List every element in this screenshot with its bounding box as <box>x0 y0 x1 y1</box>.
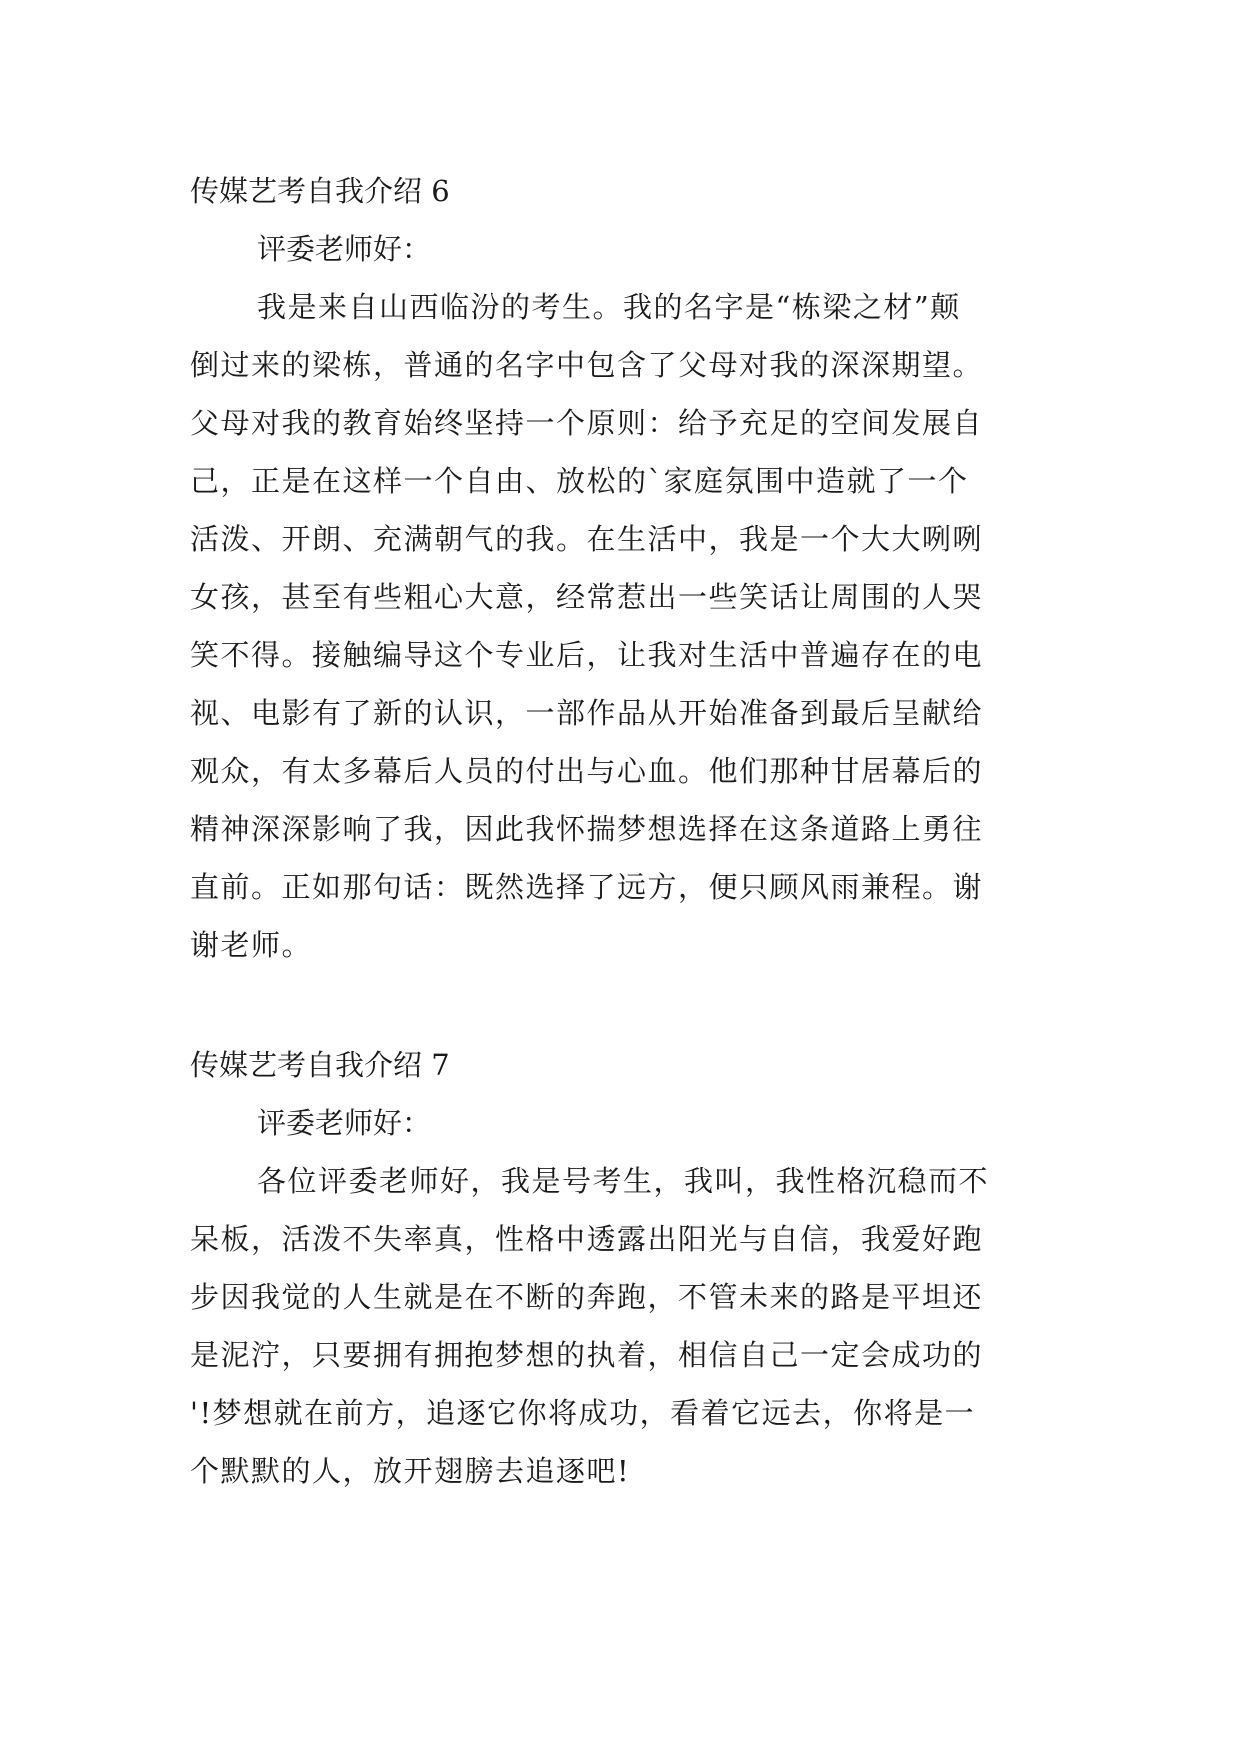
body-paragraph <box>190 278 1060 974</box>
greeting: 评委老师好： <box>257 232 432 266</box>
intro-section-6 <box>190 162 1060 974</box>
text-line: 女孩，甚至有些粗心大意，经常惹出一些笑话让周围的人哭 <box>190 580 984 614</box>
section-title: 传媒艺考自我介绍 6 <box>190 174 450 208</box>
text-line: 我是来自山西临汾的考生。我的名字是“栋梁之材”颠 <box>257 290 961 324</box>
text-line: 各位评委老师好，我是号考生，我叫，我性格沉稳而不 <box>257 1164 990 1198</box>
intro-section-7 <box>190 1036 1060 1500</box>
text-line: 步因我觉的人生就是在不断的奔跑，不管未来的路是平坦还 <box>190 1280 984 1314</box>
text-line: 是泥泞，只要拥有拥抱梦想的执着，相信自己一定会成功的 <box>190 1338 984 1372</box>
text-line: 倒过来的梁栋，普通的名字中包含了父母对我的深深期望。 <box>190 348 984 382</box>
text-line: 精神深深影响了我，因此我怀揣梦想选择在这条道路上勇往 <box>190 812 984 846</box>
body-paragraph <box>190 1152 1060 1500</box>
greeting: 评委老师好： <box>257 1106 432 1140</box>
text-line: 视、电影有了新的认识，一部作品从开始准备到最后呈献给 <box>190 696 984 730</box>
text-line: 父母对我的教育始终坚持一个原则：给予充足的空间发展自 <box>190 406 984 440</box>
text-line: 呆板，活泼不失率真，性格中透露出阳光与自信，我爱好跑 <box>190 1222 984 1256</box>
text-line: 谢老师。 <box>190 928 313 962</box>
text-line: 直前。正如那句话：既然选择了远方，便只顾风雨兼程。谢 <box>190 870 984 904</box>
text-line: 己，正是在这样一个自由、放松的`家庭氛围中造就了一个 <box>190 464 969 498</box>
section-title: 传媒艺考自我介绍 7 <box>190 1048 450 1082</box>
text-line: 观众，有太多幕后人员的付出与心血。他们那种甘居幕后的 <box>190 754 984 788</box>
text-line: 活泼、开朗、充满朝气的我。在生活中，我是一个大大咧咧 <box>190 522 984 556</box>
text-line: 笑不得。接触编导这个专业后，让我对生活中普遍存在的电 <box>190 638 984 672</box>
text-line: 个默默的人，放开翅膀去追逐吧! <box>190 1454 631 1488</box>
text-line: '!梦想就在前方，追逐它你将成功，看着它远去，你将是一 <box>190 1396 976 1430</box>
